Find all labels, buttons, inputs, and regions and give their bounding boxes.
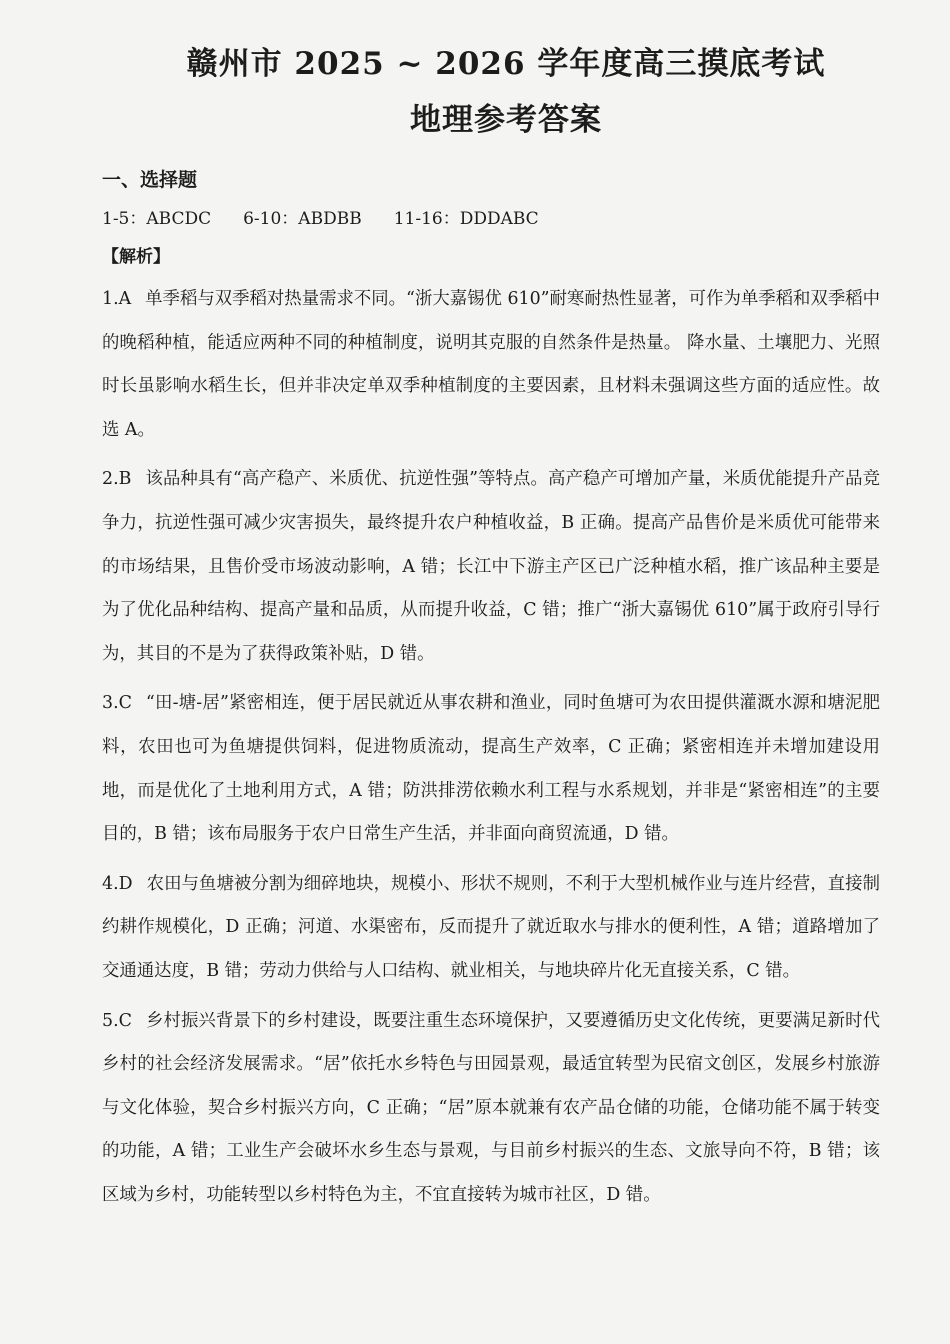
- question-number: 1.A: [102, 289, 132, 309]
- analysis-item: [102, 1000, 880, 1218]
- analysis-text: 乡村振兴背景下的乡村建设，既要注重生态环境保护，又要遵循历史文化传统，更要满足新时代乡村的社会经济发展需求。“居”依托水乡特色与田园景观，最适宜转型为民宿文创区，发展乡村旅游与文化体验，契合乡村振兴方向，C 正确；“居”原本就兼有农产品仓储的功能，仓储功能不属于转变的功能，A 错；工业生产会破坏水乡生态与景观，与目前乡村振兴的生态、文旅导向不符，B 错；该区域为乡村，功能转型以乡村特色为主，不宜直接转为城市社区，D 错。: [102, 1010, 880, 1205]
- section-heading-choice: 一、选择题: [102, 169, 198, 191]
- analysis-heading: 【解析】: [102, 247, 170, 267]
- question-number: 3.C: [102, 693, 132, 714]
- analysis-text: 单季稻与双季稻对热量需求不同。“浙大嘉锡优 610”耐寒耐热性显著，可作为单季稻和双季稻中的晚稻种植，能适应两种不同的种植制度，说明其克服的自然条件是热量。 降水量、土壤肥力、光照时长虽影响水稻生长，但并非决定单双季种植制度的主要因素，且材料未强调这些方面的适应性。故选 A。: [102, 289, 880, 440]
- question-number: 2.B: [102, 469, 132, 490]
- analysis-text: 农田与鱼塘被分割为细碎地块，规模小、形状不规则，不利于大型机械作业与连片经营，直接制约耕作规模化，D 正确；河道、水渠密布，反而提升了就近取水与排水的便利性，A 错；道路增加了交通通达度，B 错；劳动力供给与人口结构、就业相关，与地块碎片化无直接关系，C 错。: [102, 873, 880, 981]
- answer-group: 11-16：DDDABC: [393, 209, 539, 229]
- answer-group: 6-10：ABDBB: [243, 209, 362, 229]
- analysis-item: [102, 863, 880, 994]
- analysis-text: “田-塘-居”紧密相连，便于居民就近从事农耕和渔业，同时鱼塘可为农田提供灌溉水源和塘泥肥料，农田也可为鱼塘提供饲料，促进物质流动，提高生产效率，C 正确；紧密相连并未增加建设用地，而是优化了土地利用方式，A 错；防洪排涝依赖水利工程与水系规划，并非是“紧密相连”的主要目的，B 错；该布局服务于农户日常生产生活，并非面向商贸流通，D 错。: [102, 693, 880, 845]
- exam-subtitle: 地理参考答案: [410, 102, 602, 138]
- analysis-item: [102, 682, 880, 856]
- analysis-item: [102, 278, 880, 452]
- question-number: 4.D: [102, 873, 133, 894]
- answer-group: 1-5：ABCDC: [102, 209, 212, 229]
- analysis-text: 该品种具有“高产稳产、米质优、抗逆性强”等特点。高产稳产可增加产量，米质优能提升产品竞争力，抗逆性强可减少灾害损失，最终提升农户种植收益，B 正确。提高产品售价是米质优可能带来的市场结果，且售价受市场波动影响，A 错；长江中下游主产区已广泛种植水稻，推广该品种主要是为了优化品种结构、提高产量和品质，从而提升收益，C 错；推广“浙大嘉锡优 610”属于政府引导行为，其目的不是为了获得政策补贴，D 错。: [102, 469, 880, 664]
- exam-title: 赣州市 2025 ~ 2026 学年度高三摸底考试: [186, 46, 826, 82]
- answer-key-row: [102, 206, 880, 232]
- analysis-item: [102, 458, 880, 676]
- question-number: 5.C: [102, 1010, 132, 1031]
